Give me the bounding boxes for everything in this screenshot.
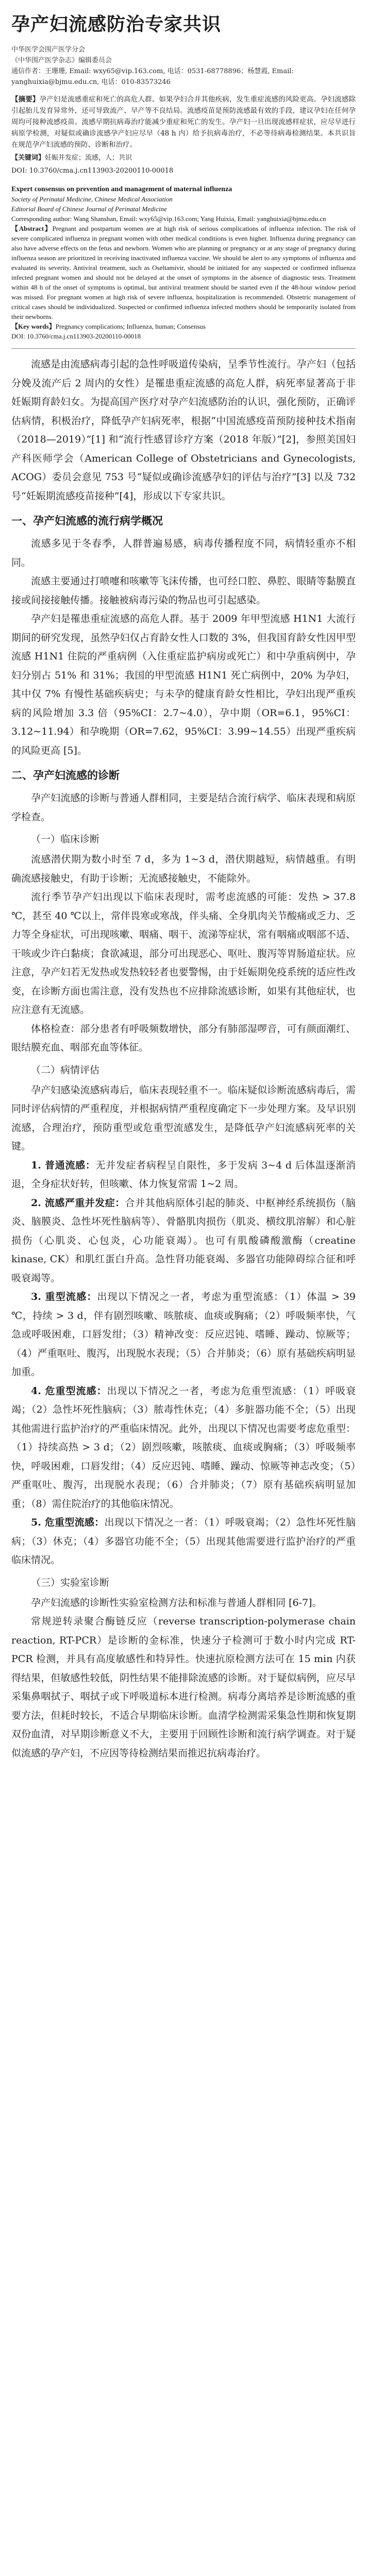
english-corresponding: Corresponding author: Wang Shanshan, Email: wxy65@vip.163.com; Yang Huixia, Email: yanghuixia@bjmu.edu.cn xyxy=(11,215,326,223)
severity-item-label: 5. 危重型流感： xyxy=(31,1517,105,1528)
severity-item-text: 出现以下情况之一者，考虑为重型流感：（1）体温 > 39 ℃，持续 > 3 d，伴有剧烈咳嗽、咳脓痰、血痰或胸痛；（2）呼吸频率快，气急或呼吸困难，口唇发绀；（3）精神改变：反应迟钝、嗜睡、躁动、惊厥等；（4）严重呕吐、腹泻，出现脱水表现；（5）合并肺炎；（6）原有基础疾病明显加重。 xyxy=(11,1291,356,1378)
severity-item-text: 合并其他病原体引起的肺炎、中枢神经系统损伤（脑炎、脑膜炎、急性坏死性脑病等）、骨骼肌肉损伤（肌炎、横纹肌溶解）和心脏损伤（心肌炎、心包炎，心功能衰竭）。也可有肌酸磷酸激酶（creatine kinase, CK）和肌红蛋白升高。急性肾功能衰竭、多器官功能障碍综合征和呼吸衰竭等。 xyxy=(11,1197,356,1284)
clinical-paragraph: 体格检查：部分患者有呼吸频数增快，部分有肺部湿啰音，可有颜面潮红、眼结膜充血、咽部充血等体征。 xyxy=(11,1023,356,1053)
section-1-paragraph: 流感主要通过打喷嚏和咳嗽等飞沫传播，也可经口腔、鼻腔、眼睛等黏膜直接或间接接触传播。接触被病毒污染的物品也可引起感染。 xyxy=(11,575,356,606)
severity-item-label: 2. 流感严重并发症： xyxy=(31,1197,125,1209)
english-doi: DOI: 10.3760/cma.j.cn113903-20200110-00018 xyxy=(11,332,141,340)
english-affiliation-2: Editorial Board of Chinese Journal of Perinatal Medicine xyxy=(11,205,167,213)
author-affiliation-1: 中华医学会围产医学分会 xyxy=(11,46,86,54)
doi-line: DOI: 10.3760/cma.j.cn113903-20200110-00018 xyxy=(11,167,174,175)
section-2-intro: 孕产妇流感的诊断与普通人群相同，主要是结合流行病学、临床表现和病原学检查。 xyxy=(11,792,356,823)
corresponding-author: 通信作者：王珊珊, Email: wxy65@vip.163.com, 电话：0531-68778896；杨慧霞, Email: yanghuixia@bjmu.edu.cn, 电话：010-83573246 xyxy=(11,67,294,86)
english-title: Expert consensus on prevention and management of maternal influenza xyxy=(11,185,232,193)
intro-paragraph: 流感是由流感病毒引起的急性呼吸道传染病，呈季节性流行。孕产妇（包括分娩及流产后 2 周内的女性）是罹患重症流感的高危人群，病死率显著高于非妊娠期育龄妇女。为提高国产医疗对孕产妇流感防治的认识，强化预防，正确评估病情，积极治疗，降低孕产妇病死率，根据“中国流感疫苗预防接种技术指南（2018—2019）”[1] 和“流行性感冒诊疗方案（2018 年版）”[2]，参照美国妇产科医师学会（American College of Obstetricians and Gynecologists, ACOG）委员会意见 753 号“疑似或确诊流感孕妇的评估与治疗”[3] 以及 732 号“妊娠期流感疫苗接种”[4]，形成以下专家共识。 xyxy=(11,359,356,502)
english-abstract-text: Pregnant and postpartum women are at high risk of serious complications of influenza infection. The risk of severe complicated influenza in pregnant women with other medical conditions is even higher. Influenza during pregnancy can also have adverse effects on the fetus and newborn. Women who are planning or pregnancy or at any stage of pregnancy during influenza season are prioritized in receiving inactivated influenza vaccine. We should be alert to any symptoms of influenza and evaluated its severity. Antiviral treatment, such as Oseltamivir, should be initiated for any suspected or confirmed influenza infected pregnant women and should not be delayed at the onset of symptoms in the absence of diagnostic tests. Treatment within 48 h of the onset of symptoms is optimal, but antiviral treatment should be started even if the 48-hour window period was missed. For pregnant women at high risk of severe influenza, hospitalization is recommended. Obstetric management of critical cases should be individualized. Suspected or confirmed influenza infected mothers should be temporarily isolated from their newborns. xyxy=(11,225,356,320)
keywords-text: 妊娠并发症；流感，人；共识 xyxy=(45,154,132,162)
keywords-label: 【关键词】 xyxy=(11,154,45,162)
section-1-heading: 一、孕产妇流感的流行病学概况 xyxy=(11,515,163,527)
severity-item xyxy=(11,1287,356,1382)
english-keywords xyxy=(11,321,356,331)
lab-paragraph: 孕产妇流感的诊断性实验室检测方法和标准与普通人群相同 [6-7]。 xyxy=(31,1597,322,1608)
severity-item xyxy=(11,1156,356,1194)
abstract-text: 孕产妇是流感重症和死亡的高危人群。如果孕妇合并其他疾病，发生重症流感的风险更高。孕妇流感除引起胎儿发育异常外，还可导致流产、早产等不良结局。流感疫苗是预防流感最有效的手段，建议孕妇在任何孕周均可接种流感疫苗。流感早期抗病毒治疗能减少重症和死亡的发生。孕产妇一旦出现流感样症状，应尽早进行病原学检测，对疑似或确诊流感孕产妇应尽早（48 h 内）给予抗病毒治疗，不必等待病毒检测结果。本共识旨在规范孕产妇流感的预防、诊断和治疗。 xyxy=(11,95,356,149)
severity-item-text: 出现以下情况之一者，考虑为危重型流感：（1）呼吸衰竭；（2）急性坏死性脑病；（3）脓毒性休克；（4）多脏器功能不全；（5）出现其他需进行监护治疗的严重临床情况。此外，出现以下情况也需要考虑危重型：（1）持续高热 > 3 d；（2）剧烈咳嗽，咳脓痰、血痰或胸痛；（3）呼吸频率快，呼吸困难，口唇发绀；（4）反应迟钝、嗜睡、躁动、惊厥等神志改变；（5）严重呕吐、腹泻，出现脱水表现；（6）合并肺炎；（7）原有基础疾病明显加重；（8）需住院治疗的其他临床情况。 xyxy=(11,1385,356,1510)
severity-item xyxy=(11,1513,356,1570)
severity-item-label: 3. 重型流感： xyxy=(31,1291,97,1302)
english-abstract-section xyxy=(11,184,356,341)
author-affiliation-2: 《中华围产医学杂志》编辑委员会 xyxy=(11,57,112,64)
abstract-label: 【摘要】 xyxy=(11,95,40,104)
english-keywords-label: 【Key words】 xyxy=(11,323,56,330)
article-body xyxy=(11,355,356,1762)
severity-item xyxy=(11,1382,356,1514)
severity-item-text: 出现以下情况之一者：（1）呼吸衰竭；（2）急性坏死性脑病；（3）休克；（4）多器官功能不全；（5）出现其他需要进行监护治疗的严重临床情况。 xyxy=(11,1517,356,1566)
english-keywords-text: Pregnancy complications; Influenza, human; Consensus xyxy=(55,323,206,330)
severity-item-text: 无并发症者病程呈自限性，多于发病 3~4 d 后体温逐渐消退，全身症状好转，但咳嗽、体力恢复常需 1~2 周。 xyxy=(11,1159,356,1190)
lab-paragraph: 常规逆转录聚合酶链反应（reverse transcription-polymerase chain reaction, RT-PCR）是诊断的金标准，快速分子检测可于数小时内完成 RT-PCR 检测，并具有高度敏感性和特异性。快速抗原检测方法可在 15 min 内获得结果，但敏感性较低，阴性结果不能排除流感的诊断。对于疑似病例，应尽早采集鼻咽拭子、咽拭子或下呼吸道标本进行检测。病毒分离培养是诊断流感的重要方法，但耗时较长，不适合早期临床诊断。血清学检测需采集急性期和恢复期双份血清，对早期诊断意义不大，主要用于回顾性诊断和流行病学调查。对于疑似流感的孕产妇，不应因等待检测结果而推迟抗病毒治疗。 xyxy=(11,1616,356,1759)
english-affiliation-1: Society of Perinatal Medicine, Chinese Medical Association xyxy=(11,195,173,203)
subsection-severity-assessment: （二）病情评估 xyxy=(31,1064,100,1076)
section-2-heading: 二、孕产妇流感的诊断 xyxy=(11,769,120,782)
english-abstract-label: 【Abstract】 xyxy=(11,225,53,232)
subsection-lab-diagnosis: （三）实验室诊断 xyxy=(31,1577,110,1588)
clinical-paragraph: 流感潜伏期为数小时至 7 d，多为 1~3 d，潜伏期越短，病情越重。有明确流感接触史，有助于诊断；无流感接触史，不能除外。 xyxy=(11,854,356,884)
english-abstract xyxy=(11,224,356,321)
severity-item-label: 1. 普通流感： xyxy=(31,1159,96,1171)
section-divider xyxy=(11,348,356,349)
chinese-abstract xyxy=(11,94,356,150)
severity-intro: 孕产妇感染流感病毒后，临床表现轻重不一。临床疑似诊断流感病毒后，需同时评估病情的严重程度，并根据病情严重程度确定下一步处理方案。及早识别流感，合理治疗，预防重型或危重型流感发生，是降低孕产妇流感病死率的关键。 xyxy=(11,1084,356,1152)
severity-item xyxy=(11,1194,356,1288)
article-title: 孕产妇流感防治专家共识 xyxy=(11,14,222,35)
section-1-paragraph: 流感多见于冬春季，人群普遍易感，病毒传播程度不同，病情轻重亦不相同。 xyxy=(11,538,356,568)
chinese-keywords xyxy=(11,152,356,163)
severity-item-label: 4. 危重型流感： xyxy=(31,1385,107,1397)
clinical-paragraph: 流行季节孕产妇出现以下临床表现时，需考虑流感的可能：发热 > 37.8 ℃，甚至 40 ℃以上，常伴畏寒或寒战，伴头痛、全身肌肉关节酸痛或乏力、乏力等全身症状，可出现咳嗽、咽痛、咽干、流涕等症状，常有咽痛或咽部不适、干咳或少许白黏痰；食欲减退，部分可出现恶心、呕吐、腹泻等胃肠道症状。应注意，孕产妇若无发热或发热较轻者也要警惕，由于妊娠期免疫系统的适应性改变，在诊断方面也需注意，没有发热也不应排除流感诊断，如果有其他症状，也应注意有无流感。 xyxy=(11,891,356,1015)
section-1-paragraph: 孕产妇是罹患重症流感的高危人群。基于 2009 年甲型流感 H1N1 大流行期间的研究发现，虽然孕妇仅占育龄女性人口数的 3%，但我国育龄女性因甲型流感 H1N1 住院的严重病例（入住重症监护病房或死亡）和中孕重病例中，孕妇分别占 51% 和 31%；我国的甲型流感 H1N1 死亡病例中，20% 为孕妇，其中仅 7% 有慢性基础疾病史；与未孕的健康育龄女性相比，孕妇出现严重疾病的风险增加 3.3 倍（95%CI：2.7~4.0），孕中期（OR=6.1，95%CI：3.12~11.94）和孕晚期（OR=7.62，95%CI：3.99~14.55）出现严重疾病的风险更高 [5]。 xyxy=(11,613,356,756)
subsection-clinical-diagnosis: （一）临床诊断 xyxy=(31,834,100,845)
